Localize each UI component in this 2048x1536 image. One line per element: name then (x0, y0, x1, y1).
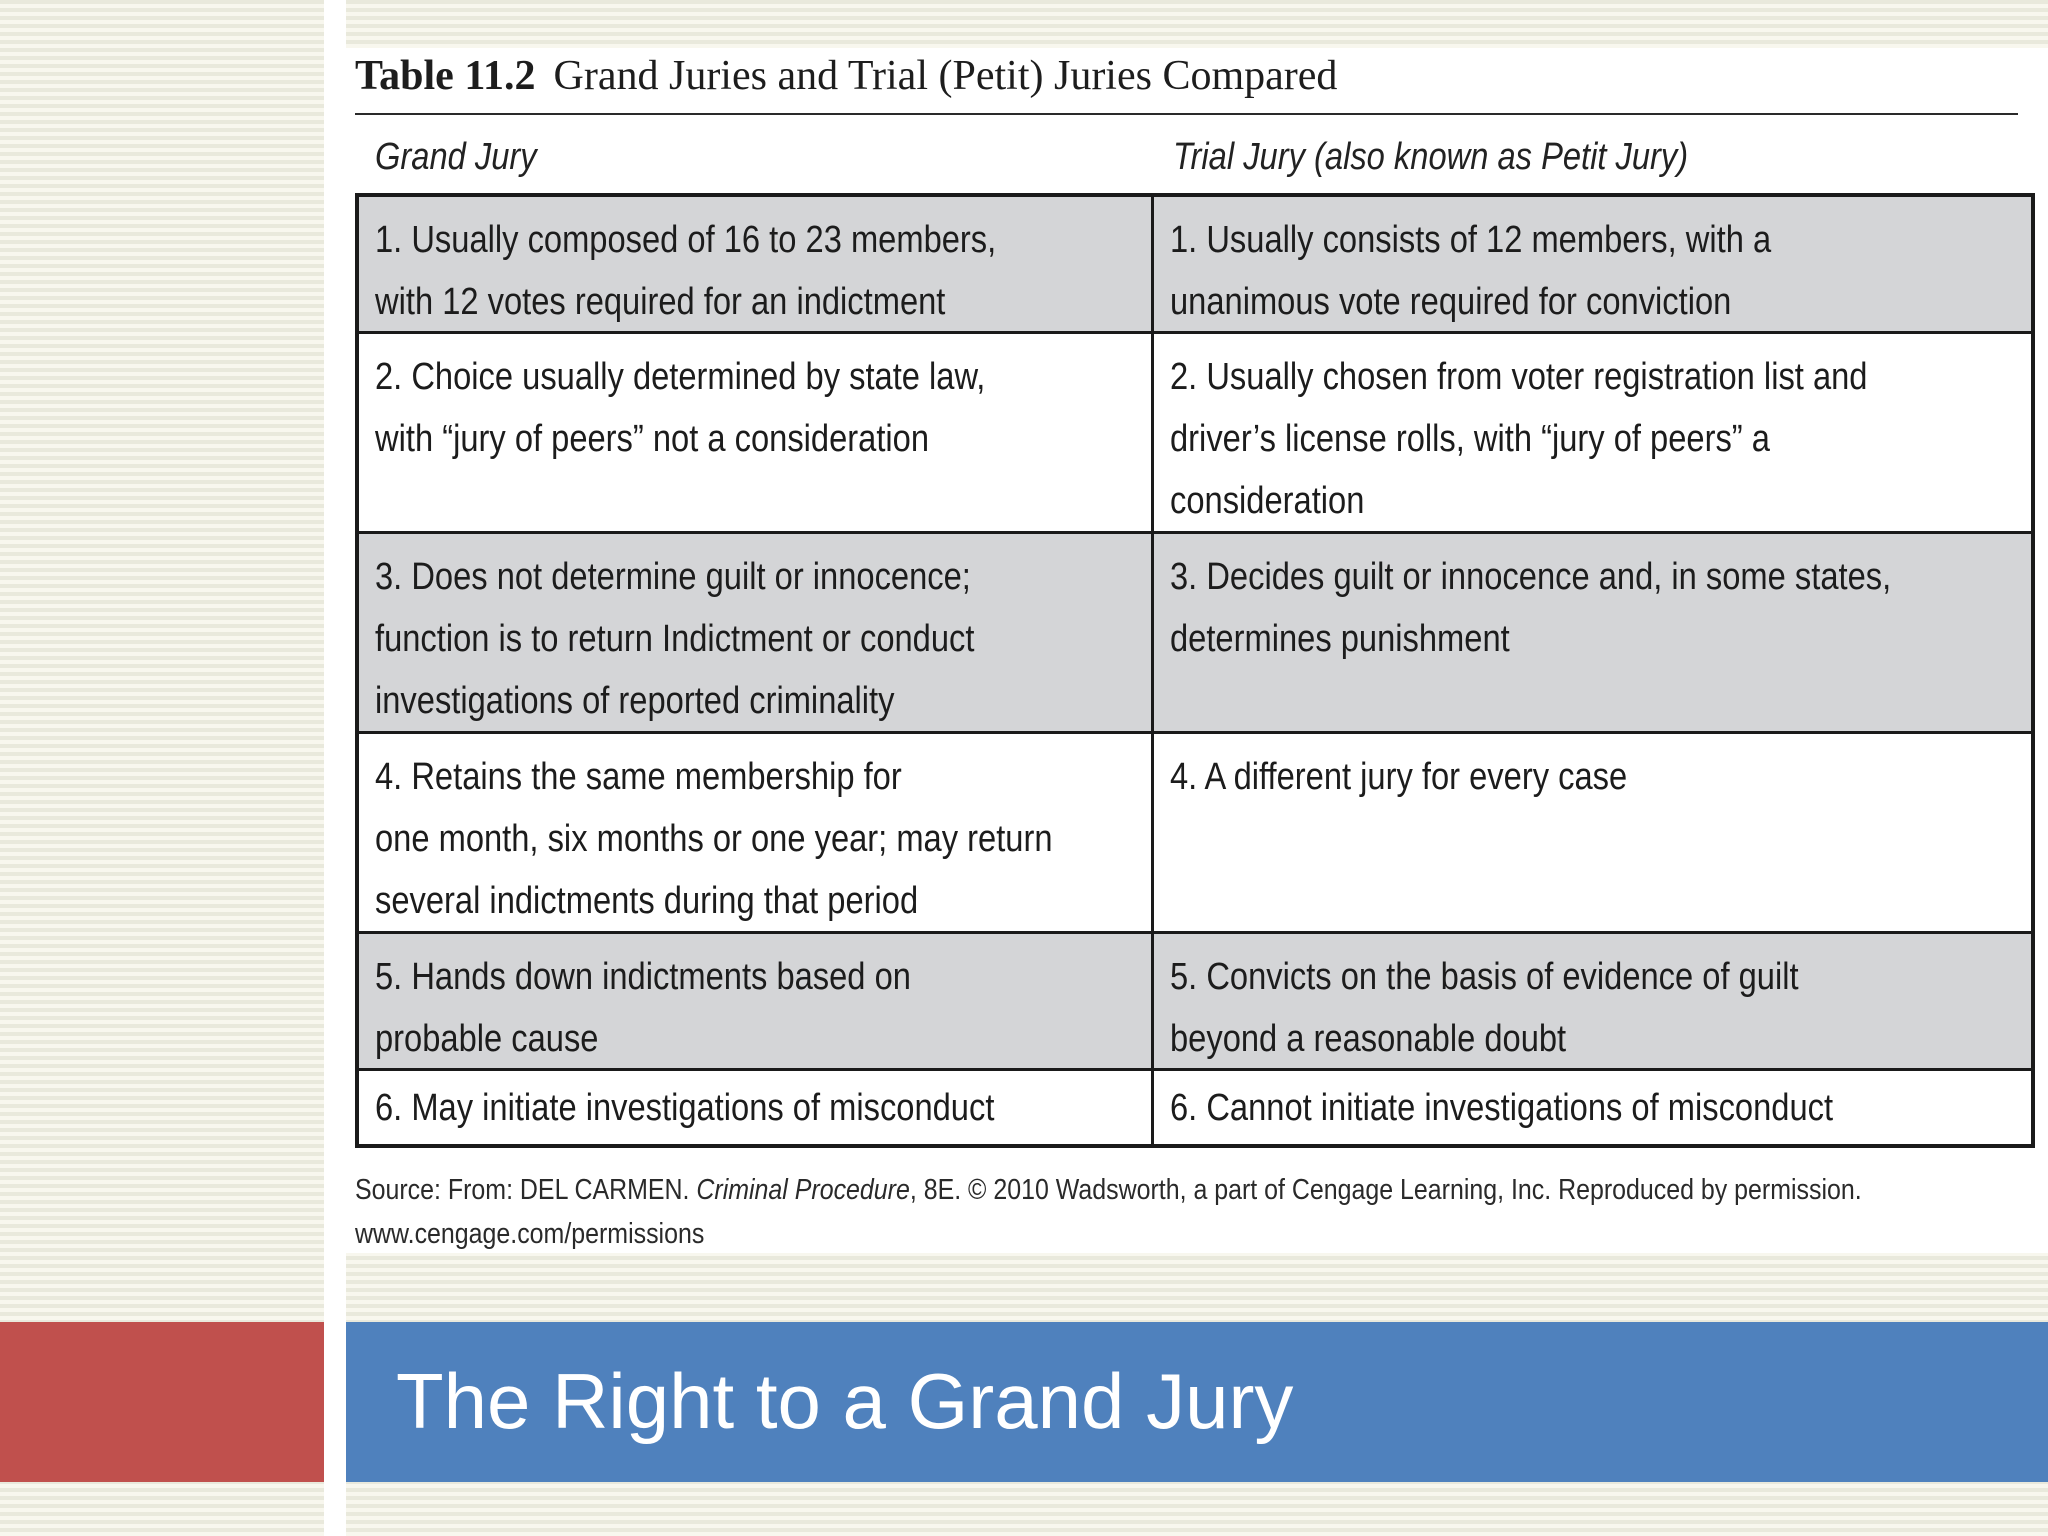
gutter (324, 0, 346, 1536)
source-suffix: , 8E. © 2010 Wadsworth, a part of Cengage Learning, Inc. Reproduced by permission. (909, 1174, 1862, 1206)
source-url: www.cengage.com/permissions (355, 1218, 705, 1250)
source-citation (355, 1168, 1862, 1256)
trial-jury-row-2: 2. Usually chosen from voter registration list and driver’s license rolls, with “jury of peers” a consideration (1170, 356, 1868, 522)
table-title (355, 52, 1337, 100)
red-accent-block (0, 1322, 324, 1482)
table-cell (1154, 934, 2031, 1071)
table-title-text: Grand Juries and Trial (Petit) Juries Compared (553, 53, 1338, 99)
grand-jury-row-4: 4. Retains the same membership for one month, six months or one year; may return several indictments during that period (375, 756, 1053, 922)
slide-title: The Right to a Grand Jury (396, 1357, 1294, 1445)
table-cell (1154, 334, 2031, 534)
title-rule (355, 113, 2018, 115)
trial-jury-row-3: 3. Decides guilt or innocence and, in some states, determines punishment (1170, 556, 1892, 660)
trial-jury-row-6: 6. Cannot initiate investigations of misconduct (1170, 1087, 1834, 1129)
table-cell (359, 934, 1154, 1071)
table-cell (359, 1071, 1154, 1146)
table-label: Table 11.2 (355, 53, 536, 99)
trial-jury-row-4: 4. A different jury for every case (1170, 756, 1628, 798)
table-cell (359, 534, 1154, 734)
jury-comparison-table (355, 193, 2035, 1148)
source-prefix: Source: From: DEL CARMEN. (355, 1174, 697, 1206)
source-book-title: Criminal Procedure (696, 1174, 910, 1206)
left-decorative-strip (0, 0, 324, 1536)
grand-jury-row-3: 3. Does not determine guilt or innocence; function is to return Indictment or conduct investigations of reported criminality (375, 556, 975, 722)
table-cell (359, 734, 1154, 934)
table-cell (359, 334, 1154, 534)
trial-jury-row-1: 1. Usually consists of 12 members, with a unanimous vote required for conviction (1170, 219, 1772, 323)
table-cell (1154, 534, 2031, 734)
table-cell (359, 197, 1154, 334)
table-cell (1154, 734, 2031, 934)
grand-jury-column-header: Grand Jury (375, 136, 537, 178)
grand-jury-row-1: 1. Usually composed of 16 to 23 members, with 12 votes required for an indictment (375, 219, 997, 323)
table-cell (1154, 1071, 2031, 1146)
grand-jury-row-6: 6. May initiate investigations of misconduct (375, 1087, 995, 1129)
trial-jury-row-5: 5. Convicts on the basis of evidence of guilt beyond a reasonable doubt (1170, 956, 1799, 1060)
grand-jury-row-5: 5. Hands down indictments based on probable cause (375, 956, 911, 1060)
grand-jury-row-2: 2. Choice usually determined by state law, with “jury of peers” not a consideration (375, 356, 986, 460)
table-cell (1154, 197, 2031, 334)
trial-jury-column-header: Trial Jury (also known as Petit Jury) (1173, 136, 1689, 178)
